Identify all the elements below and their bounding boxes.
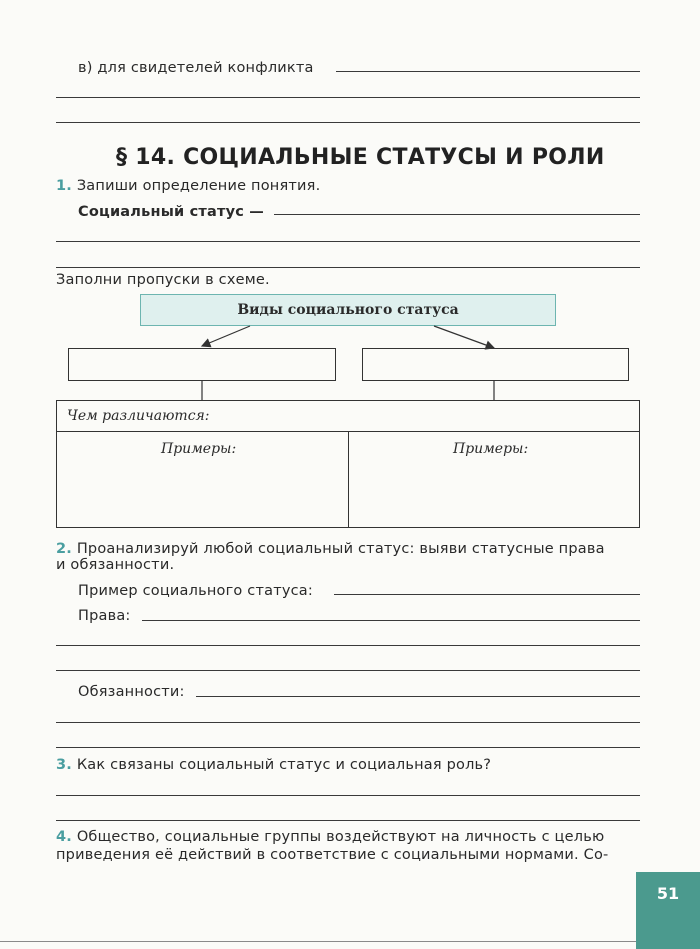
scheme-header-text: Виды социального статуса [237, 302, 459, 318]
fill-scheme-prompt: Заполни пропуски в схеме. [56, 272, 270, 288]
examples-field-right[interactable] [348, 431, 640, 528]
task1-number: 1. [56, 178, 72, 194]
task4-prompt-line2: приведения её действий в соответствие с социальными нормами. Со- [56, 847, 609, 863]
answer-line[interactable] [196, 696, 640, 697]
task2-prompt-line2: и обязанности. [56, 557, 175, 573]
rights-label: Права: [78, 608, 131, 624]
item-v-text: в) для свидетелей конфликта [78, 60, 314, 76]
page-bottom-rule [0, 941, 636, 942]
duties-label: Обязанности: [78, 684, 185, 700]
task2-number: 2. [56, 541, 72, 557]
answer-line[interactable] [56, 747, 640, 748]
answer-line[interactable] [56, 645, 640, 646]
task1-prompt-text: Запиши определение понятия. [76, 178, 321, 194]
task4-number: 4. [56, 829, 72, 845]
answer-line[interactable] [56, 820, 640, 821]
task4-prompt-line1: Общество, социальные группы воздействуют на личность с целью [76, 829, 605, 845]
answer-line[interactable] [56, 795, 640, 796]
examples-label-left: Примеры: [161, 441, 237, 457]
examples-field-left[interactable] [56, 431, 349, 528]
task3-prompt [56, 757, 491, 773]
task3-prompt-text: Как связаны социальный статус и социальная роль? [76, 757, 492, 773]
example-status-label: Пример социального статуса: [78, 583, 313, 599]
page-number: 51 [656, 884, 680, 903]
page-number-badge [636, 872, 700, 949]
answer-line[interactable] [334, 594, 640, 595]
answer-line[interactable] [142, 620, 640, 621]
status-type-field-right[interactable] [362, 348, 629, 381]
task3-number: 3. [56, 757, 72, 773]
task4-prompt [56, 829, 604, 845]
examples-label-right: Примеры: [453, 441, 529, 457]
answer-line[interactable] [56, 670, 640, 671]
differences-label: Чем различаются: [67, 408, 210, 424]
term-social-status: Социальный статус — [78, 204, 265, 220]
differences-field[interactable] [56, 400, 640, 432]
task2-prompt-line1: Проанализируй любой социальный статус: выяви статусные права [76, 541, 605, 557]
task2-prompt [56, 541, 605, 557]
answer-line[interactable] [56, 722, 640, 723]
section-title: § 14. СОЦИАЛЬНЫЕ СТАТУСЫ И РОЛИ [116, 145, 605, 170]
status-type-field-left[interactable] [68, 348, 336, 381]
